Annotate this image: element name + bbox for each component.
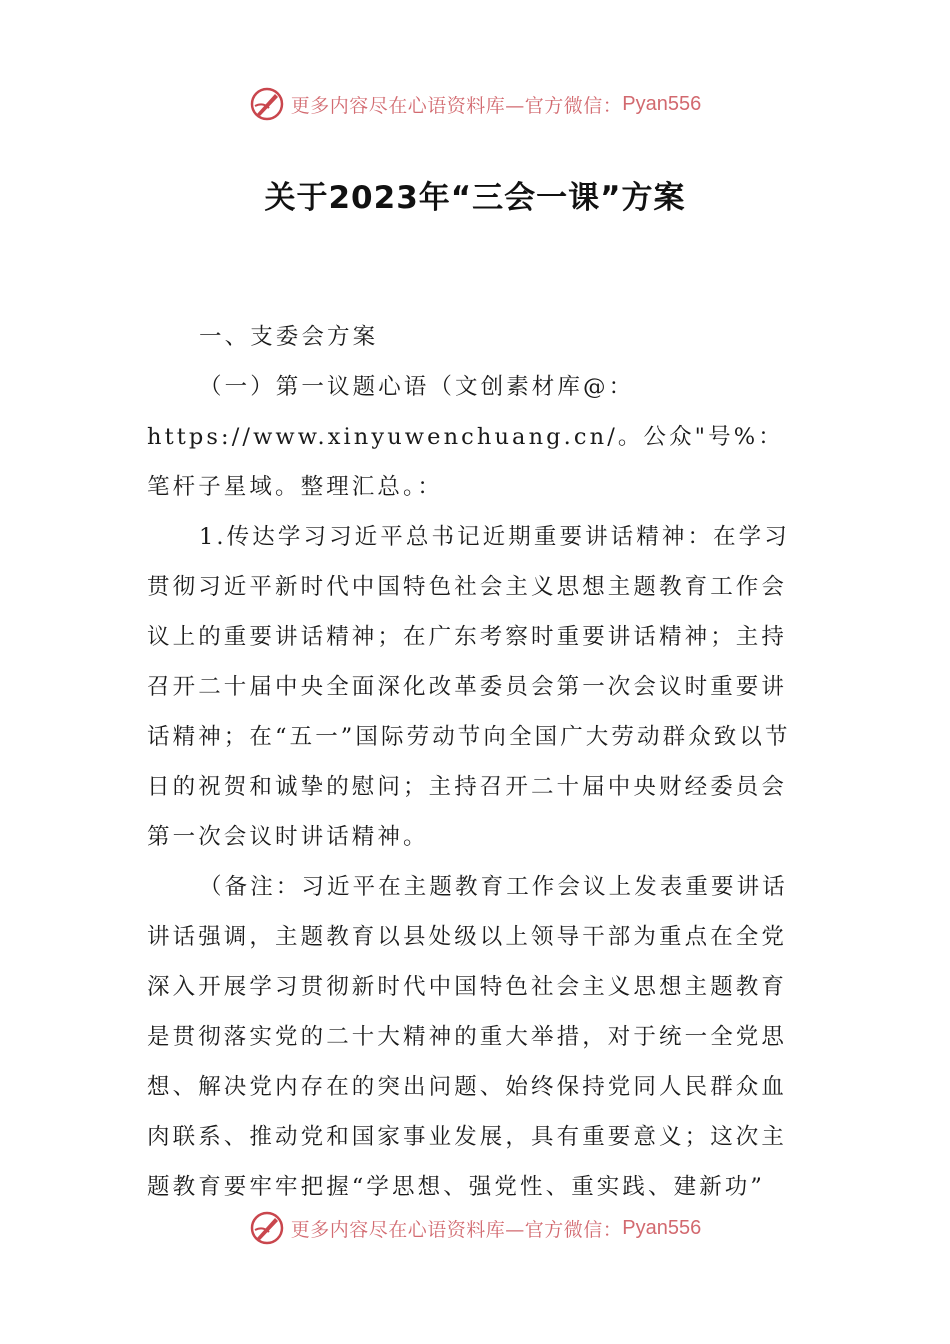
section-heading: 一、支委会方案 — [199, 324, 379, 350]
topic-paragraph: （一）第一议题心语（文创素材库@：https://www.xinyuwenchuang.cn/。公众"号%：笔杆子星域。整理汇总。： — [147, 374, 784, 500]
quill-logo-icon — [249, 1210, 285, 1246]
watermark-wechat-id: Pyan556 — [622, 92, 702, 115]
watermark-wechat-id: Pyan556 — [622, 1216, 702, 1239]
quill-logo-icon — [249, 86, 285, 122]
document-body — [147, 312, 807, 1212]
watermark-header — [0, 84, 950, 124]
watermark-text: 更多内容尽在心语资料库—官方微信： — [290, 1218, 623, 1241]
watermark-text: 更多内容尽在心语资料库—官方微信： — [290, 94, 623, 117]
document-title: 关于2023年“三会一课”方案 — [264, 180, 686, 216]
item-paragraph: 1.传达学习习近平总书记近期重要讲话精神：在学习贯彻习近平新时代中国特色社会主义思想主题教育工作会议上的重要讲话精神；在广东考察时重要讲话精神；主持召开二十届中央全面深化改革委员会第一次会议时重要讲话精神；在“五一”国际劳动节向全国广大劳动群众致以节日的祝贺和诚挚的慰问；主持召开二十届中央财经委员会第一次会议时讲话精神。 — [147, 524, 791, 850]
note-paragraph: （备注：习近平在主题教育工作会议上发表重要讲话讲话强调，主题教育以县处级以上领导干部为重点在全党深入开展学习贯彻新时代中国特色社会主义思想主题教育是贯彻落实党的二十大精神的重大举措，对于统一全党思想、解决党内存在的突出问题、始终保持党同人民群众血肉联系、推动党和国家事业发展，具有重要意义；这次主题教育要牢牢把握“学思想、强党性、重实践、建新功” — [147, 874, 788, 1200]
watermark-footer — [0, 1208, 950, 1248]
